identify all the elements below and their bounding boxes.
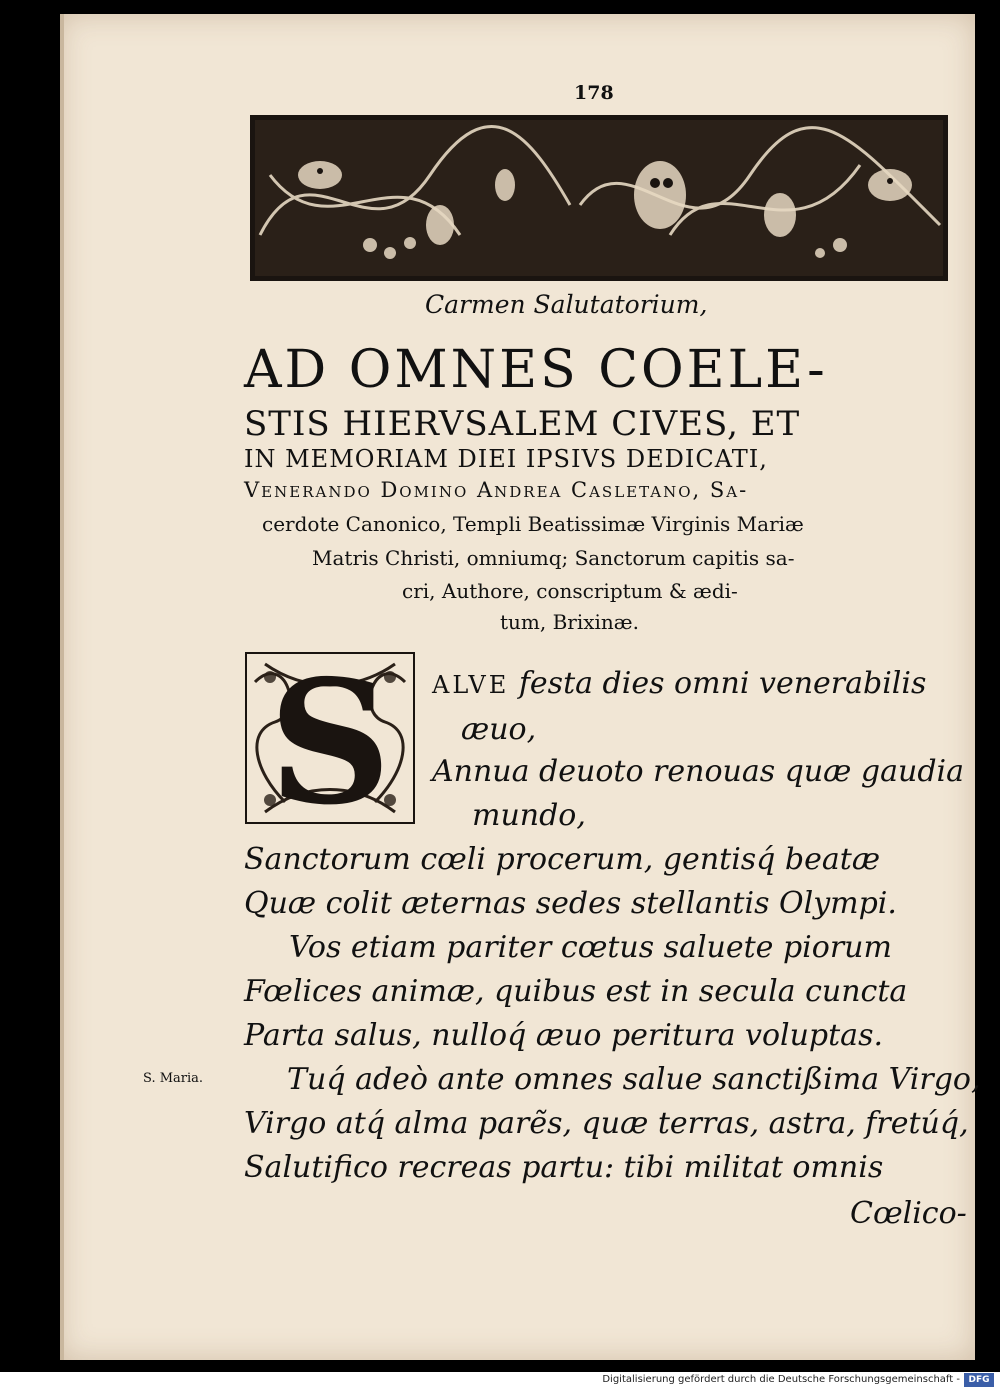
title-line-3: IN MEMORIAM DIEI IPSIVS DEDICATI,: [244, 445, 768, 473]
title-line-5: cerdote Canonico, Templi Beatissimæ Virginis Mariæ: [262, 512, 804, 536]
poem-line-5: Sanctorum cœli procerum, gentisq́ beatæ: [244, 842, 881, 877]
page-number: 178: [574, 82, 614, 104]
catchword: Cœlico-: [850, 1196, 967, 1231]
drop-cap-ornament: [245, 652, 415, 824]
poem-line-7: Vos etiam pariter cœtus saluete piorum: [289, 930, 892, 965]
page-gutter: [60, 14, 64, 1360]
poem-line-10: Tuq́ adeò ante omnes salue sanctißima Virgo,: [287, 1062, 981, 1097]
title-line-6: Matris Christi, omniumq; Sanctorum capitis sa-: [312, 546, 795, 570]
title-line-8: tum, Brixinæ.: [500, 610, 639, 634]
poem-line-12: Salutifico recreas partu: tibi militat omnis: [244, 1150, 884, 1185]
dfg-logo: DFG: [964, 1373, 994, 1387]
poem-line-8: Fœlices animæ, quibus est in secula cuncta: [244, 974, 908, 1009]
poem-line-1-caps: ALVE: [432, 671, 510, 699]
poem-line-3: Annua deuoto renouas quæ gaudia: [432, 754, 965, 789]
title-line-7: cri, Authore, conscriptum & ædi-: [402, 579, 738, 603]
drop-cap-letter: S: [268, 652, 392, 824]
woodcut-ornament-band: [250, 115, 948, 281]
poem-line-4: mundo,: [472, 798, 586, 833]
title-line-2: STIS HIERVSALEM CIVES, ET: [244, 404, 801, 444]
poem-line-1: [432, 666, 926, 701]
poem-line-11: Virgo atq́ alma parẽs, quæ terras, astra, fretúq́,: [244, 1106, 969, 1141]
title-line-1: AD OMNES COELE-: [244, 340, 828, 400]
poem-line-9: Parta salus, nulloq́ æuo peritura voluptas.: [244, 1018, 883, 1053]
title-line-4: Venerando Domino Andrea Casletano, Sa-: [244, 478, 749, 502]
poem-line-2: æuo,: [461, 712, 537, 747]
poem-line-1-rest: festa dies omni venerabilis: [518, 666, 927, 701]
margin-note: S. Maria.: [143, 1071, 204, 1086]
subtitle: Carmen Salutatorium,: [425, 290, 708, 319]
digitization-credit: Digitalisierung gefördert durch die Deutsche Forschungsgemeinschaft -: [602, 1374, 960, 1385]
poem-line-6: Quæ colit æternas sedes stellantis Olympi.: [244, 886, 897, 921]
